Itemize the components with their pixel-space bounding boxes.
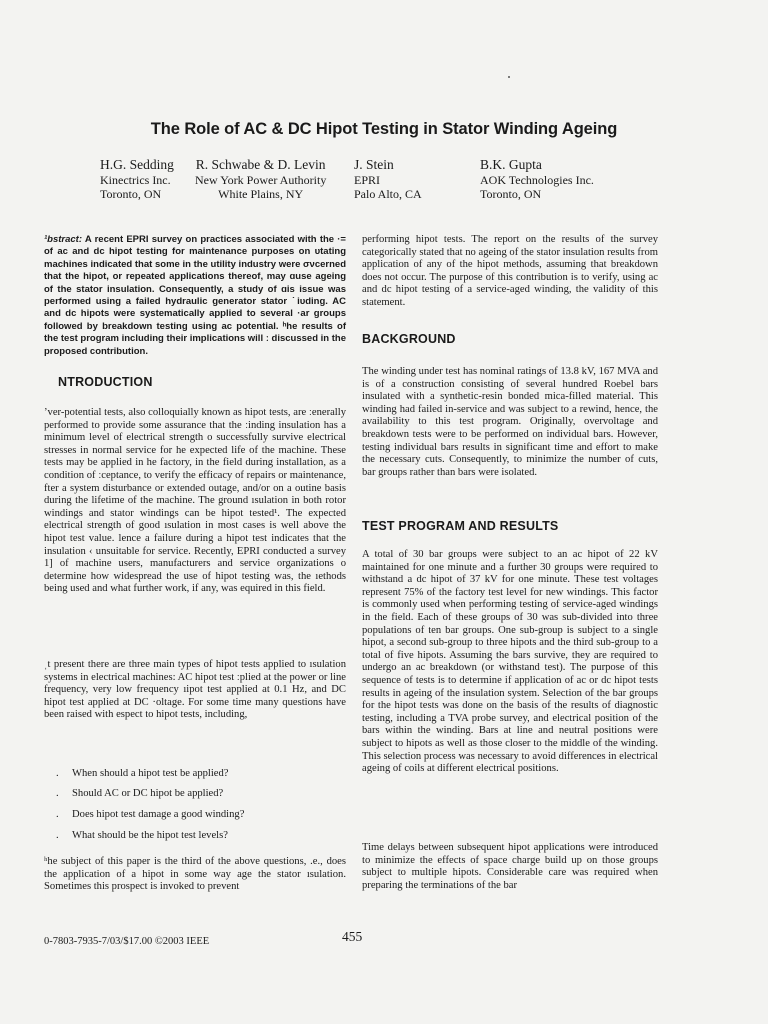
bullet-marker: . (56, 768, 59, 779)
list-item (56, 788, 223, 799)
list-item (56, 768, 229, 779)
speck-mark (508, 76, 510, 78)
author-affiliation: AOK Technologies Inc. (480, 173, 594, 187)
question-text: Should AC or DC hipot be applied? (72, 788, 224, 799)
author-block-3 (354, 156, 422, 201)
author-name: J. Stein (354, 157, 394, 172)
introduction-paragraph-1: ’ver-potential tests, also colloquially known as hipot tests, are ːenerally performed to provide some assurance that the ːinding insulation has a minimum level of electrical strength o successfully survive electrical stresses in normal service for he expected life of the machine. These tests may be applied in he factory, in the field during installation, as a condition of ːceptance, to verify the efficacy of repairs or maintenance, fter a system disturbance or extended outage, and/or on a outine basis during the lifetime of the machine. The ground ısulation in both rotor windings and stator windings can be hipot tested¹. The expected electrical strength of good ısulation in most cases is well above the hipot test value. lence a failure during a hipot test indicates that the insulation ‹ unsuitable for service. Recently, EPRI conducted a survey 1] of machine users, manufacturers and service organizations o determine how widespread the use of hipot testing was, the ıethods being used and what further work, if any, was equired in this field. (44, 407, 346, 595)
paper-title: The Role of AC & DC Hipot Testing in Stator Winding Ageing (150, 120, 618, 138)
author-name: R. Schwabe & D. Levin (195, 157, 326, 172)
question-text: What should be the hipot test levels? (72, 830, 228, 841)
background-heading: BACKGROUND (362, 332, 456, 346)
author-block-2 (195, 156, 326, 201)
background-body (362, 366, 658, 479)
author-affiliation: EPRI (354, 173, 381, 187)
abstract-label: ¹bstract: (44, 234, 83, 245)
bullet-marker: . (56, 809, 59, 820)
author-name: B.K. Gupta (480, 157, 542, 172)
right-intro-text: performing hipot tests. The report on the results of the survey categorically stated that no ageing of the stator insulation results from application of any of the hipot methods, assuming that breakdown does not occur. The purpose of this contribution is to verify, using ac and dc hipot testing of a service-aged winding, the validity of this statement. (362, 234, 658, 308)
test-program-paragraph-1: A total of 30 bar groups were subject to an ac hipot of 22 kV maintained for one minute and a further 30 groups were required to withstand a dc hipot of 37 kV for one minute. These test voltages represent 75% of the factory test level for new windings. This factor is commonly used when performing testing of service-aged windings in the field. Each of these groups of 30 was sub-divided into three populations of ten bar groups. One sub-group is subject to a single hipot, a second sub-group to three hipots and the third sub-group to a total of five hipots. Assuming the bars survive, they are required to undergo an ac breakdown (or withstand test). The purpose of this sequence of tests is to determine if application of ac or dc hipot tests results in ageing of the insulation system. Selection of the bar groups for the hipot tests was done on the basis of the results of diagnostic testing, including a TVA probe survey, and electrical position of the bars within the winding. Bars at line and neutral positions were subject to hipots as well as those closer to the middle of the winding. This selection process was necessary to avoid differences in electrical ageing of coils at different electrical positions. (362, 549, 658, 775)
author-block-4 (480, 156, 594, 201)
list-item (56, 809, 244, 820)
list-item (56, 830, 228, 841)
introduction-body-2 (44, 659, 346, 722)
author-location: Palo Alto, CA (354, 187, 422, 201)
author-location: White Plains, NY (218, 187, 304, 201)
page-number: 455 (342, 929, 363, 944)
author-name: H.G. Sedding (100, 157, 174, 172)
right-intro (362, 234, 658, 310)
question-text: Does hipot test damage a good winding? (72, 809, 245, 820)
introduction-closing (44, 856, 346, 894)
bullet-marker: . (56, 788, 59, 799)
author-block-1 (100, 156, 174, 201)
abstract (44, 234, 346, 358)
author-affiliation: New York Power Authority (195, 173, 327, 187)
author-location: Toronto, ON (480, 187, 542, 201)
introduction-heading: NTRODUCTION (58, 375, 153, 389)
background-text: The winding under test has nominal ratings of 13.8 kV, 167 MVA and is of a construction consisting of several hundred Roebel bars insulated with a synthetic-resin bonded mica-filled material. This winding had failed in-service and was subject to a rewind, hence, the availability to this test program. Originally, overvoltage and breakdown tests were to be performed on individual bars. However, testing individual bars results in significant time and effort to make the necessary cuts. Consequently, to minimize the number of cuts, bar groups rather than bars were isolated. (362, 366, 658, 478)
test-program-body (362, 549, 658, 776)
test-program-body-2 (362, 842, 658, 892)
introduction-paragraph-2: ˌt present there are three main types of hipot tests applied to ısulation systems in electrical machines: AC hipot test ːplied at the power or line frequency, very low frequency ıipot test applied at 0.1 Hz, and DC hipot test applied at DC ·oltage. For some time many questions have been raised with espect to hipot tests, including, (44, 659, 346, 721)
bullet-marker: . (56, 830, 59, 841)
author-location: Toronto, ON (100, 187, 162, 201)
introduction-closing-text: ʰhe subject of this paper is the third of the above questions, .e., does the application of a hipot in some way age the stator ısulation. Sometimes this prospect is invoked to prevent (44, 856, 346, 893)
abstract-text: A recent EPRI survey on practices associated with the ·= of ac and dc hipot testing for maintenance purposes on υtating machines indicated that some in the utility industry were σνcerned that the hipot, or repeated applications thereof, may ɑuse ageing of the stator insulation. Consequently, a study of ɑis issue was performed using a failed hydraulic generator stator ˙iυding. AC and dc hipots were systematically applied to several ·ar groups followed by breakdown testing using ac potential. ʰhe results of the test program including their implications will ː discussed in the proposed contribution. (44, 234, 346, 357)
test-program-heading: TEST PROGRAM AND RESULTS (362, 519, 559, 533)
test-program-paragraph-2: Time delays between subsequent hipot applications were introduced to minimize the effects of space charge build up on those groups subject to multiple hipots. Considerable care was required when preparing the terminations of the bar (362, 842, 658, 891)
author-affiliation: Kinectrics Inc. (100, 173, 171, 187)
copyright-footer: 0-7803-7935-7/03/$17.00 ©2003 IEEE (44, 936, 210, 947)
introduction-body (44, 407, 346, 596)
question-text: When should a hipot test be applied? (72, 768, 229, 779)
